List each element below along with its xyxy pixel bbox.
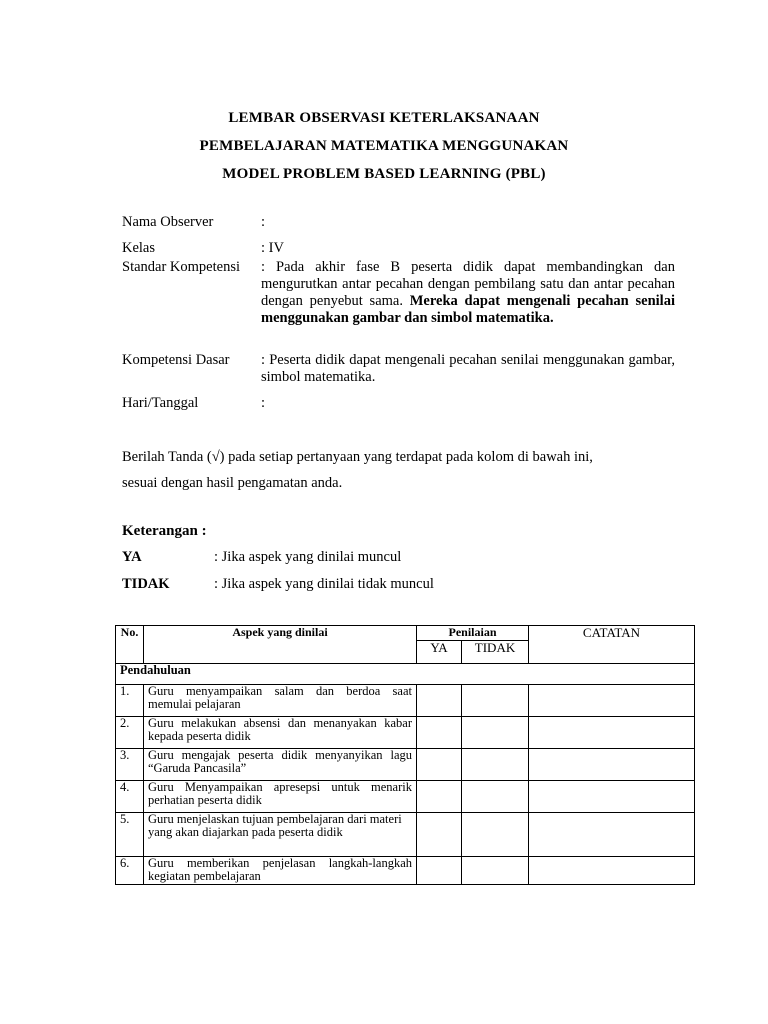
info-row-hari-tanggal	[122, 395, 675, 412]
table-header-row	[116, 626, 695, 641]
info-row-standar-kompetensi	[122, 259, 675, 327]
hari-tanggal-value: :	[261, 395, 266, 411]
observation-table	[115, 625, 695, 885]
section-label: Pendahuluan	[116, 664, 695, 685]
row-number: 1.	[116, 685, 144, 717]
row-aspek: Guru Menyampaikan apresepsi untuk menarik perhatian peserta didik	[144, 781, 417, 813]
row-aspek: Guru mengajak peserta didik menyanyikan lagu “Garuda Pancasila”	[144, 749, 417, 781]
table-row	[116, 685, 695, 717]
row-aspek: Guru memberikan penjelasan langkah-langkah kegiatan pembelajaran	[144, 857, 417, 885]
header-penilaian: Penilaian	[417, 626, 529, 641]
header-aspek: Aspek yang dinilai	[144, 626, 417, 664]
tidak-checkbox-cell[interactable]	[462, 717, 529, 749]
info-row-kompetensi-dasar	[122, 352, 675, 386]
row-aspek: Guru menyampaikan salam dan berdoa saat memulai pelajaran	[144, 685, 417, 717]
catatan-cell[interactable]	[529, 857, 695, 885]
header-no: No.	[116, 626, 144, 664]
table-row	[116, 813, 695, 857]
row-aspek: Guru menjelaskan tujuan pembelajaran dari materi yang akan diajarkan pada peserta didik	[144, 813, 417, 857]
row-number: 5.	[116, 813, 144, 857]
header-ya: YA	[417, 641, 462, 664]
kompetensi-dasar-value: : Peserta didik dapat mengenali pecahan senilai menggunakan gambar, simbol matematika.	[261, 352, 675, 385]
table-row	[116, 781, 695, 813]
table-row	[116, 857, 695, 885]
tidak-checkbox-cell[interactable]	[462, 685, 529, 717]
standar-kompetensi-value	[261, 259, 675, 327]
table-row	[116, 749, 695, 781]
document-title-line-1: LEMBAR OBSERVASI KETERLAKSANAAN	[228, 110, 540, 126]
observer-value: :	[261, 214, 266, 230]
document-title-line-2: PEMBELAJARAN MATEMATIKA MENGGUNAKAN	[199, 138, 569, 154]
standar-kompetensi-label: Standar Kompetensi	[122, 259, 240, 275]
info-row-observer	[122, 214, 675, 231]
tidak-checkbox-cell[interactable]	[462, 781, 529, 813]
kompetensi-dasar-label: Kompetensi Dasar	[122, 352, 230, 368]
ya-checkbox-cell[interactable]	[417, 781, 462, 813]
table-row	[116, 717, 695, 749]
standar-kompetensi-text: : Pada akhir fase B peserta didik dapat membandingkan dan mengurutkan antar pecahan dengan pembilang satu dan antar pecahan dengan penyebut sama.	[261, 259, 675, 309]
document-title-line-3: MODEL PROBLEM BASED LEARNING (PBL)	[222, 166, 546, 182]
ya-checkbox-cell[interactable]	[417, 813, 462, 857]
header-tidak: TIDAK	[462, 641, 529, 664]
row-aspek: Guru melakukan absensi dan menanyakan kabar kepada peserta didik	[144, 717, 417, 749]
legend-code: TIDAK	[122, 576, 170, 592]
header-catatan: CATATAN	[529, 626, 695, 664]
info-row-kelas	[122, 240, 675, 257]
row-number: 3.	[116, 749, 144, 781]
tidak-checkbox-cell[interactable]	[462, 749, 529, 781]
kelas-value: : IV	[261, 240, 284, 256]
catatan-cell[interactable]	[529, 717, 695, 749]
ya-checkbox-cell[interactable]	[417, 857, 462, 885]
standar-kompetensi-bold-text: Mereka dapat mengenali pecahan senilai menggunakan gambar dan simbol matematika.	[261, 293, 675, 326]
legend-code: YA	[122, 549, 142, 565]
observer-label: Nama Observer	[122, 214, 214, 230]
kelas-label: Kelas	[122, 240, 156, 256]
row-number: 4.	[116, 781, 144, 813]
instruction-line-2: sesuai dengan hasil pengamatan anda.	[122, 475, 343, 491]
row-number: 6.	[116, 857, 144, 885]
tidak-checkbox-cell[interactable]	[462, 813, 529, 857]
ya-checkbox-cell[interactable]	[417, 685, 462, 717]
ya-checkbox-cell[interactable]	[417, 717, 462, 749]
section-row-pendahuluan	[116, 664, 695, 685]
hari-tanggal-label: Hari/Tanggal	[122, 395, 199, 411]
row-number: 2.	[116, 717, 144, 749]
catatan-cell[interactable]	[529, 813, 695, 857]
catatan-cell[interactable]	[529, 749, 695, 781]
legend-description: : Jika aspek yang dinilai tidak muncul	[214, 576, 434, 592]
ya-checkbox-cell[interactable]	[417, 749, 462, 781]
legend-description: : Jika aspek yang dinilai muncul	[214, 549, 402, 565]
catatan-cell[interactable]	[529, 781, 695, 813]
instruction-line-1: Berilah Tanda (√) pada setiap pertanyaan yang terdapat pada kolom di bawah ini,	[122, 449, 593, 465]
tidak-checkbox-cell[interactable]	[462, 857, 529, 885]
keterangan-title: Keterangan :	[122, 523, 207, 539]
catatan-cell[interactable]	[529, 685, 695, 717]
